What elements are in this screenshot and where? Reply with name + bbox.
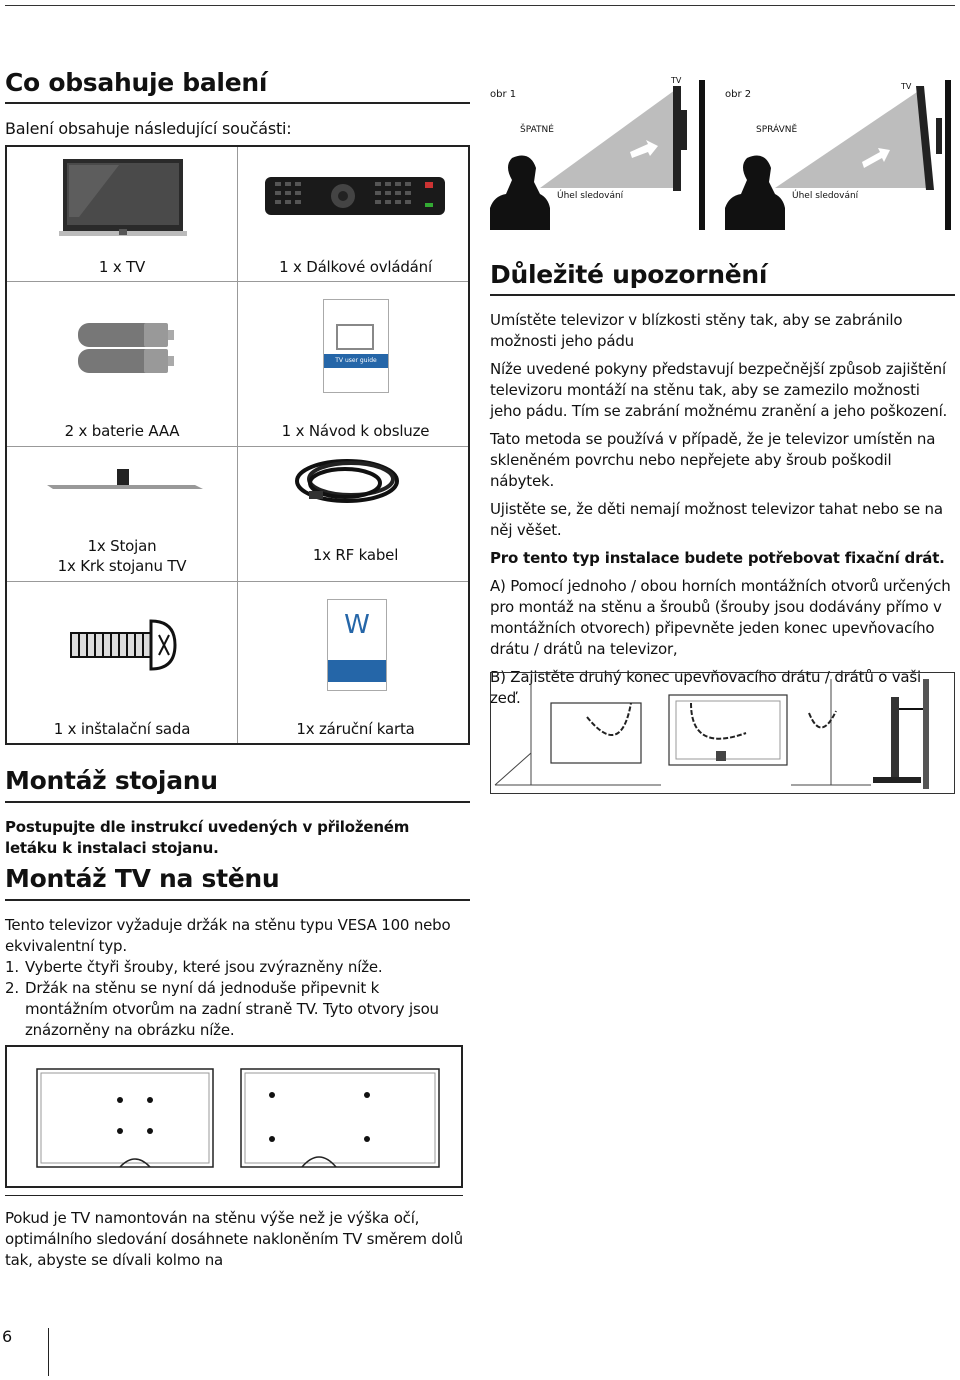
item-batteries-label: 2 x baterie AAA: [64, 422, 180, 440]
vesa-drawing: [27, 1067, 447, 1177]
fig1-wrong-label: ŠPATNÉ: [520, 125, 554, 135]
important-p3: Tato metoda se používá v případě, že je televizor umístěn na skleněném povrchu nebo nepřejete aby šroub poškodil nábytek.: [490, 430, 936, 490]
manual-cover-band: TV user guide: [324, 354, 388, 368]
important-p6: A) Pomocí jednoho / obou horních montážních otvorů určených pro montáž na stěnu a šroubů (šrouby jsou dodávány přímo v montážních otvorech) připevněte jeden konec upevňovacího drátu / drátů na televizor,: [490, 577, 951, 658]
vesa-figure: [5, 1045, 463, 1188]
wall-title-rule: [5, 899, 470, 901]
page-number: 6: [2, 1327, 12, 1346]
viewing-angle-figure: [490, 70, 955, 235]
fixation-wire-figure: [490, 672, 955, 794]
page-number-divider: [48, 1328, 49, 1376]
wall-footer-text: Pokud je TV namontován na stěnu výše než je výška očí, optimálního sledování dosáhnete nakloněním TV směrem dolů tak, abyste se dívali kolmo na: [5, 1209, 463, 1269]
fig2-angle-label: Úhel sledování: [792, 191, 859, 201]
warranty-card-image: [327, 599, 387, 691]
important-text-block: [490, 310, 955, 709]
stand-title: Montáž stojanu: [5, 766, 218, 795]
manual-image: [323, 299, 389, 393]
fig1-tv-label: TV: [671, 76, 682, 85]
step2-number: 2.: [5, 979, 19, 997]
contents-subtitle: Balení obsahuje následující součásti:: [5, 119, 292, 138]
fig1-label: obr 1: [490, 89, 517, 100]
table-row-divider: [7, 581, 468, 582]
item-remote-label: 1 x Dálkové ovládání: [279, 258, 432, 276]
important-title: Důležité upozornění: [490, 260, 768, 289]
step2-text: Držák na stěnu se nyní dá jednoduše připevnit k montážním otvorům na zadní straně TV. Tyto otvory jsou znázorněny na obrázku níže.: [25, 979, 439, 1039]
wall-title: Montáž TV na stěnu: [5, 864, 280, 893]
top-border: [5, 5, 955, 6]
contents-title-rule: [5, 102, 470, 104]
footer-rule: [5, 1195, 463, 1196]
stand-text: Postupujte dle instrukcí uvedených v přiloženém letáku k instalaci stojanu.: [5, 818, 410, 857]
important-p4: Ujistěte se, že děti nemají možnost televizor tahat nebo se na něj věšet.: [490, 500, 943, 539]
stand-title-rule: [5, 801, 470, 803]
warranty-letter: W: [344, 610, 370, 640]
table-divider: [237, 147, 238, 743]
important-p5: Pro tento typ instalace budete potřebovat fixační drát.: [490, 549, 945, 567]
tv-image: [59, 157, 187, 239]
batteries-image: [72, 321, 184, 377]
fig1-angle-label: Úhel sledování: [557, 191, 624, 201]
item-install-kit-label: 1 x inštalační sada: [53, 720, 191, 738]
item-warranty-label: 1x záruční karta: [296, 720, 415, 738]
item-tv-label: 1 x TV: [98, 258, 146, 276]
important-p2: Níže uvedené pokyny představují bezpečnější způsob zajištění televizoru montáží na stěnu tak, aby se zamezilo možnosti jeho pádu. Tím se zabrání možnému zranění a jeho poškození.: [490, 360, 948, 420]
fig2-right-label: SPRÁVNĚ: [756, 125, 798, 135]
rf-cable-image: [289, 451, 409, 515]
item-rf-cable-label: 1x RF kabel: [312, 546, 399, 564]
warranty-card-band: [328, 660, 386, 682]
important-title-rule: [490, 294, 955, 296]
step1-text: Vyberte čtyři šrouby, které jsou zvýrazněny níže.: [25, 958, 383, 976]
step1-number: 1.: [5, 958, 19, 976]
item-stand-label: 1x Stojan 1x Krk stojanu TV: [57, 537, 187, 575]
table-row-divider: [7, 281, 468, 282]
manual-tv-drawing: [336, 324, 374, 350]
important-p7: B) Zajistěte druhý konec upevňovacího drátu / drátů o vaši zeď.: [490, 668, 921, 707]
wall-intro: Tento televizor vyžaduje držák na stěnu typu VESA 100 nebo ekvivalentní typ.: [5, 916, 451, 955]
table-row-divider: [7, 446, 468, 447]
contents-table: [5, 145, 470, 745]
contents-title: Co obsahuje balení: [5, 68, 268, 97]
item-manual-label: 1 x Návod k obsluze: [281, 422, 430, 440]
fixation-wire-drawing: [491, 673, 954, 793]
fig2-label: obr 2: [725, 89, 752, 100]
screw-image: [67, 617, 179, 673]
viewing-angle-drawing: [490, 70, 955, 235]
stand-image: [45, 465, 205, 491]
important-p1: Umístěte televizor v blízkosti stěny tak, aby se zabránilo možnosti jeho pádu: [490, 311, 903, 350]
remote-control-image: [265, 177, 445, 217]
fig2-tv-label: TV: [901, 82, 912, 91]
